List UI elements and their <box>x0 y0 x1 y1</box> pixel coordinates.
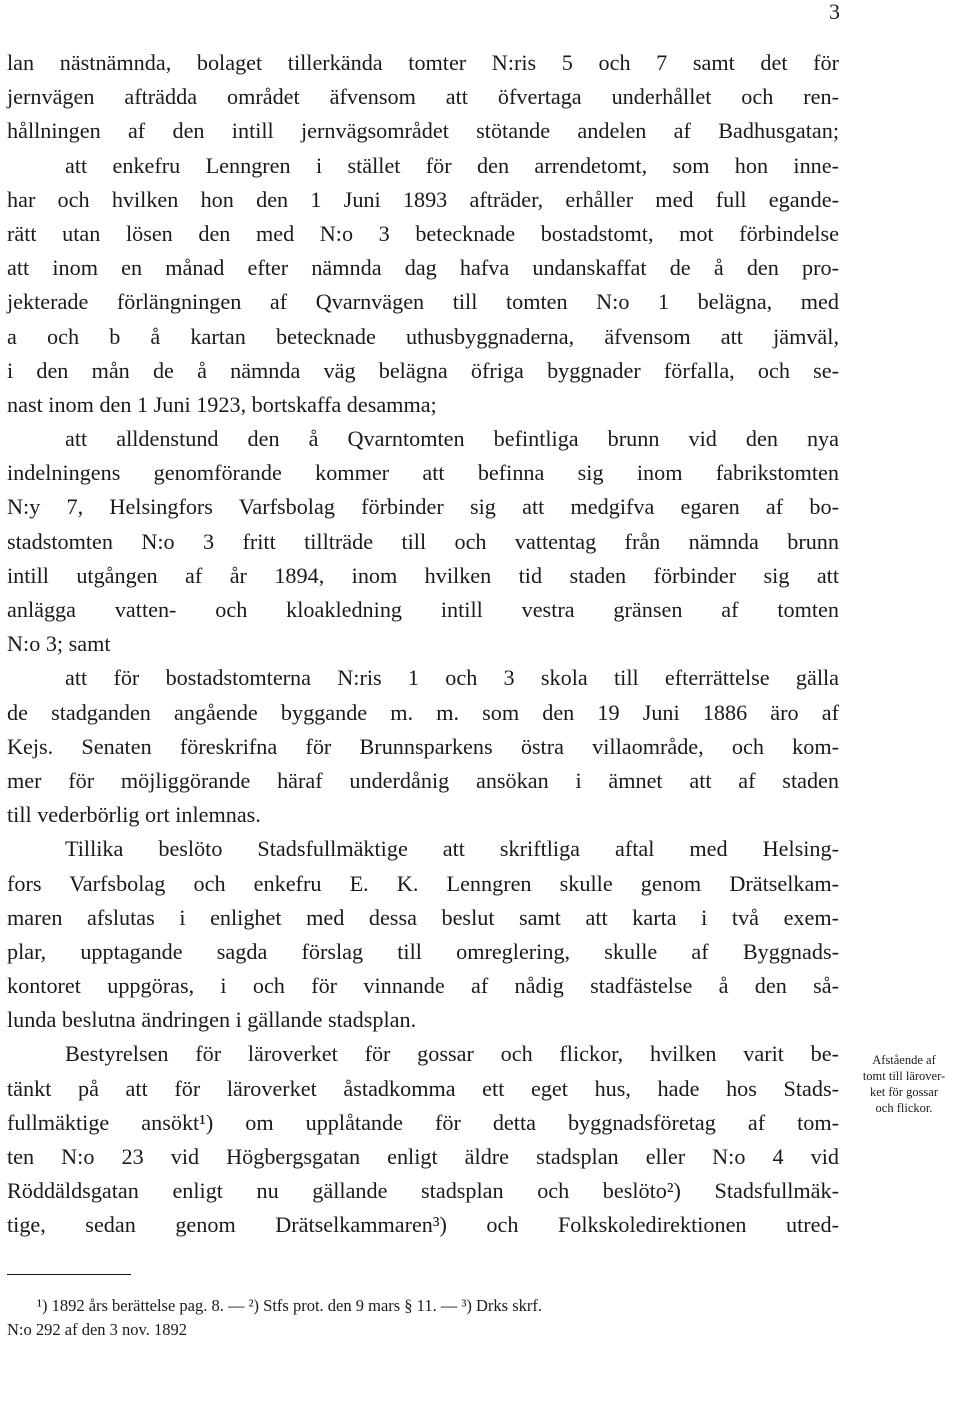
text-line: har och hvilken hon den 1 Juni 1893 afträder, erhåller med full egande- <box>7 186 839 212</box>
text-line: plar, upptagande sagda förslag till omreglering, skulle af Byggnads- <box>7 938 839 964</box>
footnotes <box>7 1294 839 1342</box>
text-line: fors Varfsbolag och enkefru E. K. Lenngren skulle genom Drätselkam- <box>7 870 839 896</box>
text-line: att enkefru Lenngren i stället för den arrendetomt, som hon inne- <box>65 152 839 178</box>
footnote-line: N:o 292 af den 3 nov. 1892 <box>7 1320 187 1339</box>
text-line: jernvägen afträdda området äfvensom att öfvertaga underhållet och ren- <box>7 84 839 110</box>
text-line: indelningens genomförande kommer att befinna sig inom fabrikstomten <box>7 460 839 486</box>
text-line: N:o 3; samt <box>7 631 111 657</box>
text-line: tänkt på att för läroverket åstadkomma ett eget hus, hade hos Stads- <box>7 1075 839 1101</box>
margin-note-line: Afstående af <box>872 1053 936 1067</box>
text-line: jekterade förlängningen af Qvarnvägen till tomten N:o 1 belägna, med <box>7 289 839 315</box>
text-line: nast inom den 1 Juni 1923, bortskaffa desamma; <box>7 391 437 417</box>
text-line: rätt utan lösen den med N:o 3 betecknade bostadstomt, mot förbindelse <box>7 220 839 246</box>
text-line: att alldenstund den å Qvarntomten befintliga brunn vid den nya <box>65 426 839 452</box>
text-line: hållningen af den intill jernvägsområdet stötande andelen af Badhusgatan; <box>7 118 839 144</box>
text-line: de stadganden angående byggande m. m. som den 19 Juni 1886 äro af <box>7 699 839 725</box>
text-line: N:y 7, Helsingfors Varfsbolag förbinder sig att medgifva egaren af bo- <box>7 494 839 520</box>
text-line: Bestyrelsen för läroverket för gossar och flickor, hvilken varit be- <box>65 1041 839 1067</box>
text-line: kontoret uppgöras, i och för vinnande af nådig stadfästelse å den så- <box>7 973 839 999</box>
text-line: lan nästnämnda, bolaget tillerkända tomter N:ris 5 och 7 samt det för <box>7 50 839 75</box>
text-line: lunda beslutna ändringen i gällande stadsplan. <box>7 1007 417 1033</box>
margin-note-line: och flickor. <box>875 1101 933 1115</box>
text-line: intill utgången af år 1894, inom hvilken tid staden förbinder sig att <box>7 562 839 588</box>
body-text <box>7 46 839 1243</box>
text-line: tige, sedan genom Drätselkammaren³) och Folkskoledirektionen utred- <box>7 1212 839 1238</box>
text-line: a och b å kartan betecknade uthusbyggnaderna, äfvensom att jämväl, <box>7 323 839 349</box>
text-line: anlägga vatten- och kloakledning intill vestra gränsen af tomten <box>7 597 839 622</box>
page-number: 3 <box>829 0 840 24</box>
margin-note <box>848 1052 960 1116</box>
margin-note-line: ket för gossar <box>869 1085 939 1099</box>
text-line: Kejs. Senaten föreskrifna för Brunnsparkens östra villaområde, och kom- <box>7 733 839 759</box>
text-line: mer för möjliggörande häraf underdånig ansökan i ämnet att af staden <box>7 767 839 793</box>
text-line: Röddäldsgatan enligt nu gällande stadsplan och beslöto²) Stadsfullmäk- <box>7 1178 839 1204</box>
text-line: maren afslutas i enlighet med dessa beslut samt att karta i två exem- <box>7 904 839 930</box>
text-line: till vederbörlig ort inlemnas. <box>7 802 261 828</box>
text-line: i den mån de å nämnda väg belägna öfriga byggnader förfalla, och se- <box>7 357 839 383</box>
text-line: stadstomten N:o 3 fritt tillträde till och vattentag från nämnda brunn <box>7 528 839 554</box>
margin-note-line: tomt till lärover- <box>862 1069 946 1083</box>
text-line: ten N:o 23 vid Högbergsgatan enligt äldre stadsplan eller N:o 4 vid <box>7 1144 839 1169</box>
text-line: Tillika beslöto Stadsfullmäktige att skriftliga aftal med Helsing- <box>65 836 839 862</box>
footnote-line: ¹) 1892 års berättelse pag. 8. — ²) Stfs prot. den 9 mars § 11. — ³) Drks skrf. <box>37 1296 543 1315</box>
text-line: att för bostadstomterna N:ris 1 och 3 skola till efterrättelse gälla <box>65 665 839 691</box>
text-line: fullmäktige ansökt¹) om upplåtande för detta byggnadsföretag af tom- <box>7 1109 839 1135</box>
text-line: att inom en månad efter nämnda dag hafva undanskaffat de å den pro- <box>7 255 839 281</box>
footnote-divider <box>7 1274 131 1275</box>
